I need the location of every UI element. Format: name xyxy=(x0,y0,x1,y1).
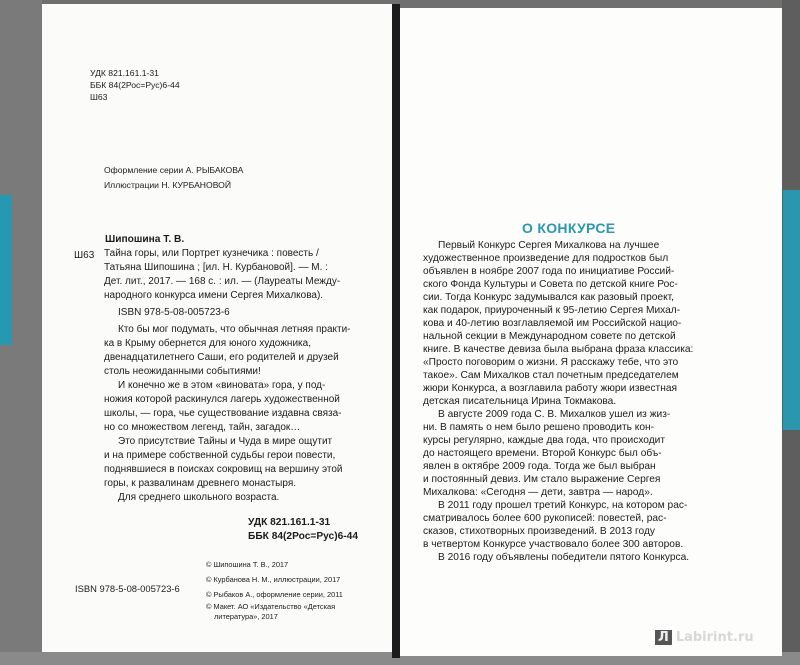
body-line: до настоящего времени. Второй Конкурс был объ- xyxy=(423,448,662,459)
body-line: и постоянный девиз. Им стало выражение Сергея xyxy=(423,474,661,485)
book-spine xyxy=(392,4,400,658)
annotation-line: и на примере собственной судьбы герои повести, xyxy=(104,450,336,461)
body-line: объявлен в ноябре 2007 года по инициативе Россий- xyxy=(423,266,675,277)
body-line: явлен в октябре 2009 года. Тогда же был выбран xyxy=(423,461,656,472)
isbn-bottom: ISBN 978-5-08-005723-6 xyxy=(75,583,180,594)
body-line: Михалкова: «Сегодня — дети, завтра — народ». xyxy=(423,487,653,498)
body-line: детская писательница Ирина Токмакова. xyxy=(423,396,617,407)
isbn-line: ISBN 978-5-08-005723-6 xyxy=(118,307,230,318)
body-line: В 2011 году прошел третий Конкурс, на котором рас- xyxy=(438,500,688,511)
catalog-line: Татьяна Шипошина ; [ил. Н. Курбановой]. — М. : xyxy=(104,262,328,273)
copyright-line: © Макет. АО «Издательство «Детская xyxy=(206,602,336,611)
body-line: ни. В память о нем было решено проводить кон- xyxy=(423,422,655,433)
author-heading: Шипошина Т. В. xyxy=(105,234,185,245)
watermark-text: Labirint.ru xyxy=(675,630,754,645)
body-line: В 2016 году объявлены победители пятого Конкурса. xyxy=(438,552,690,563)
illustration-credit: Иллюстрации Н. КУРБАНОВОЙ xyxy=(104,180,232,190)
body-line: курсы регулярно, каждые два года, что происходит xyxy=(423,435,666,446)
labirint-watermark xyxy=(655,630,754,645)
udk-top: УДК 821.161.1-31 xyxy=(90,68,159,78)
body-line: сказов, стихотворных произведений. В 2013 году xyxy=(423,526,655,537)
catalog-line: народного конкурса имени Сергея Михалкова). xyxy=(104,290,324,301)
cutter-side: Ш63 xyxy=(74,250,95,261)
design-credit: Оформление серии А. РЫБАКОВА xyxy=(104,165,244,175)
body-line: ского Фонда Культуры и Совета по детской книге Рос- xyxy=(423,279,678,290)
body-line: такое». Сам Михалков стал почетным председателем xyxy=(423,370,679,381)
annotation-line: двенадцатилетнего Саши, его родителей и друзей xyxy=(104,352,339,363)
body-line: как подарок, приуроченный к 95-летию Сергея Михал- xyxy=(423,305,681,316)
copyright-line: литература», 2017 xyxy=(214,612,278,621)
bbk-top: ББК 84(2Рос=Рус)6-44 xyxy=(90,80,180,90)
annotation-line: ножия которой раскинулся лагерь художественной xyxy=(104,394,340,405)
annotation-line: И конечно же в этом «виновата» гора, у под- xyxy=(118,380,326,391)
annotation-line: Это присутствие Тайны и Чуда в мире ощутит xyxy=(118,436,333,447)
body-line: жюри Конкурса, а возглавила работу жюри известная xyxy=(423,383,678,394)
body-line: сии. Тогда Конкурс задумывался как разовый проект, xyxy=(423,292,675,303)
annotation-line: Кто бы мог подумать, что обычная летняя практи- xyxy=(118,324,351,335)
body-line: сматривалось более 600 рукописей: повестей, рас- xyxy=(423,513,667,524)
annotation-line: поднявшиеся в поисках сокровищ на вершину этой xyxy=(104,464,343,475)
body-line: кова и 40-летию возглавляемой им Российской нацио- xyxy=(423,318,682,329)
cutter-top: Ш63 xyxy=(90,92,108,102)
body-line: В августе 2009 года С. В. Михалков ушел из жиз- xyxy=(438,409,671,420)
body-line: «Просто поговорим о жизни. Я расскажу тебе, что это xyxy=(423,357,679,368)
annotation-line: но со множеством легенд, тайн, загадок… xyxy=(104,422,301,433)
watermark-logo-icon: Л xyxy=(655,630,672,645)
copyright-line: © Курбанова Н. М., иллюстрации, 2017 xyxy=(206,575,341,584)
body-line: Первый Конкурс Сергея Михалкова на лучшее xyxy=(438,240,660,251)
annotation-line: столь неожиданными событиями! xyxy=(104,366,261,377)
body-line: книге. В качестве девиза была выбрана фраза классика: xyxy=(423,344,694,355)
right-cover-stripe xyxy=(783,190,800,430)
catalog-line: Дет. лит., 2017. — 168 с. : ил. — (Лауреаты Между- xyxy=(104,276,341,287)
annotation-line: горы, к развалинам древнего монастыря. xyxy=(104,478,297,489)
body-line: нальной секции в Международном совете по детской xyxy=(423,331,676,342)
copyright-line: © Рыбаков А., оформление серии, 2011 xyxy=(206,590,343,599)
section-title: О КОНКУРСЕ xyxy=(522,220,616,236)
annotation-line: ка в Крыму обернется для юного художника, xyxy=(104,338,311,349)
body-line: художественное произведение для подростков был xyxy=(423,253,669,264)
annotation-line: школы, — гора, чье существование издавна связа- xyxy=(104,408,342,419)
copyright-line: © Шипошина Т. В., 2017 xyxy=(206,560,289,569)
annotation-line: Для среднего школьного возраста. xyxy=(118,492,280,503)
body-line: в четвертом Конкурсе участвовало более 300 авторов. xyxy=(423,539,684,550)
left-cover-stripe xyxy=(0,195,12,345)
udk-bottom: УДК 821.161.1-31 xyxy=(248,517,331,528)
bbk-bottom: ББК 84(2Рос=Рус)6-44 xyxy=(248,531,358,542)
catalog-line: Тайна горы, или Портрет кузнечика : повесть / xyxy=(104,248,319,259)
